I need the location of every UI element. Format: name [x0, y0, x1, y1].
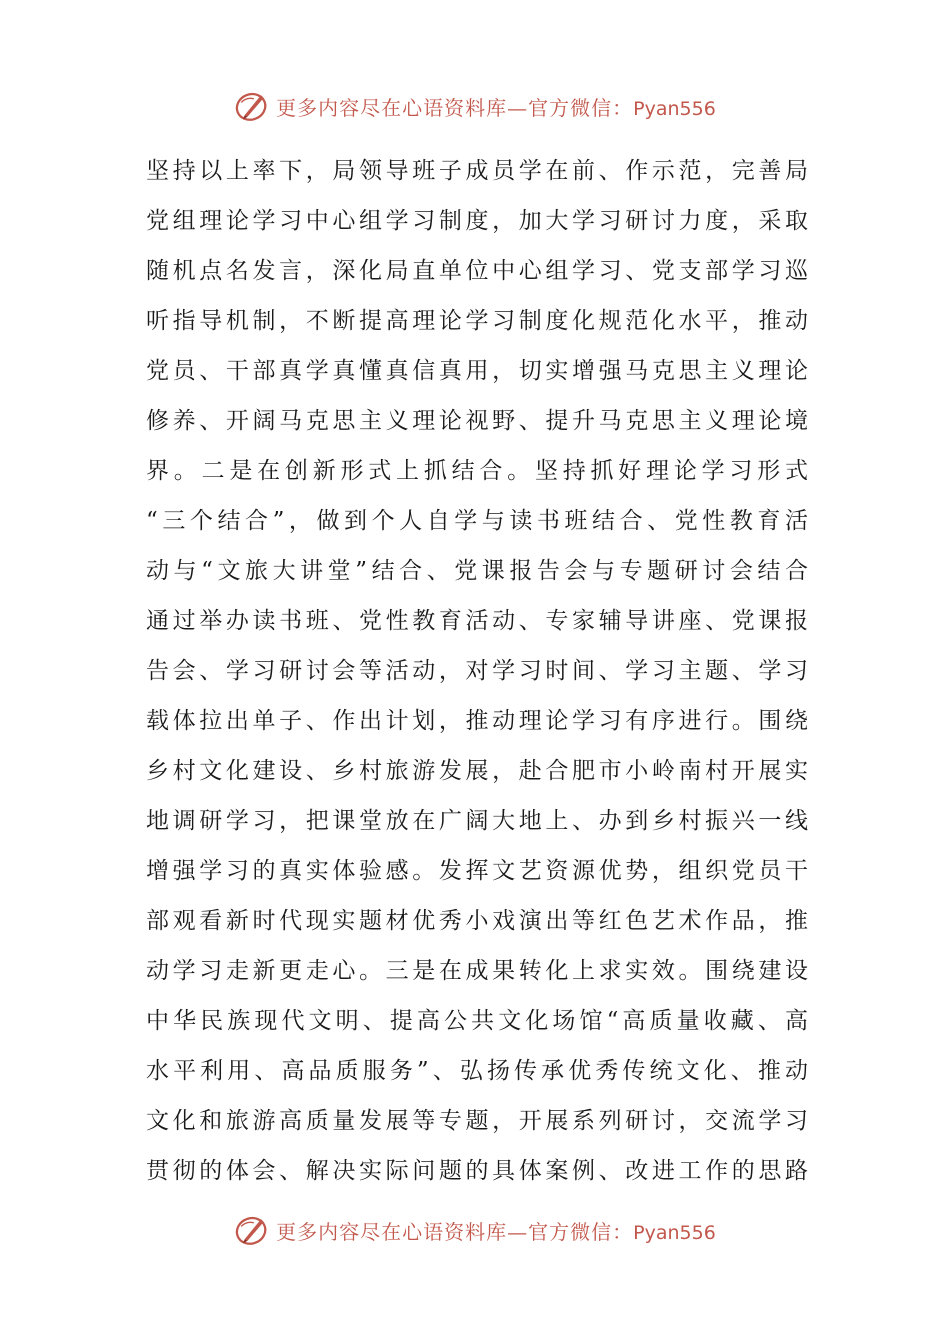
header-wechat-id: Pyan556 — [633, 97, 716, 120]
body-line: 党组理论学习中心组学习制度，加大学习研讨力度，采取 — [146, 208, 808, 234]
body-line: 文化和旅游高质量发展等专题，开展系列研讨，交流学习 — [146, 1108, 808, 1134]
body-line: 随机点名发言，深化局直单位中心组学习、党支部学习巡 — [146, 258, 808, 284]
body-line: 坚持以上率下，局领导班子成员学在前、作示范，完善局 — [146, 158, 808, 184]
pen-logo-icon — [234, 1212, 270, 1248]
body-line: 动学习走新更走心。三是在成果转化上求实效。围绕建设 — [146, 958, 808, 984]
header-watermark-text: 更多内容尽在心语资料库—官方微信：Pyan556 — [276, 95, 716, 120]
body-line: 动与“文旅大讲堂”结合、党课报告会与专题研讨会结合 — [146, 558, 808, 584]
body-line: 乡村文化建设、乡村旅游发展，赴合肥市小岭南村开展实 — [146, 758, 808, 784]
body-line: 部观看新时代现实题材优秀小戏演出等红色艺术作品，推 — [146, 908, 808, 934]
body-line: 增强学习的真实体验感。发挥文艺资源优势，组织党员干 — [146, 858, 808, 884]
document-body — [146, 146, 808, 1196]
footer-watermark-banner — [0, 1208, 950, 1252]
body-line: 水平利用、高品质服务”、弘扬传承优秀传统文化、推动 — [146, 1058, 808, 1084]
body-line: 界。二是在创新形式上抓结合。坚持抓好理论学习形式 — [146, 458, 808, 484]
footer-watermark-text: 更多内容尽在心语资料库—官方微信：Pyan556 — [276, 1219, 716, 1244]
body-line: 通过举办读书班、党性教育活动、专家辅导讲座、党课报 — [146, 608, 808, 634]
body-line: 载体拉出单子、作出计划，推动理论学习有序进行。围绕 — [146, 708, 808, 734]
footer-wechat-id: Pyan556 — [633, 1221, 716, 1244]
body-line: 告会、学习研讨会等活动，对学习时间、学习主题、学习 — [146, 658, 808, 684]
body-line: 党员、干部真学真懂真信真用，切实增强马克思主义理论 — [146, 358, 808, 384]
body-line: 听指导机制，不断提高理论学习制度化规范化水平，推动 — [146, 308, 808, 334]
header-watermark-banner — [0, 84, 950, 128]
body-line: “三个结合”，做到个人自学与读书班结合、党性教育活 — [146, 508, 808, 534]
body-line: 贯彻的体会、解决实际问题的具体案例、改进工作的思路 — [146, 1158, 808, 1184]
pen-logo-icon — [234, 88, 270, 124]
body-line: 修养、开阔马克思主义理论视野、提升马克思主义理论境 — [146, 408, 808, 434]
body-line: 地调研学习，把课堂放在广阔大地上、办到乡村振兴一线 — [146, 808, 808, 834]
body-line: 中华民族现代文明、提高公共文化场馆“高质量收藏、高 — [146, 1008, 808, 1034]
